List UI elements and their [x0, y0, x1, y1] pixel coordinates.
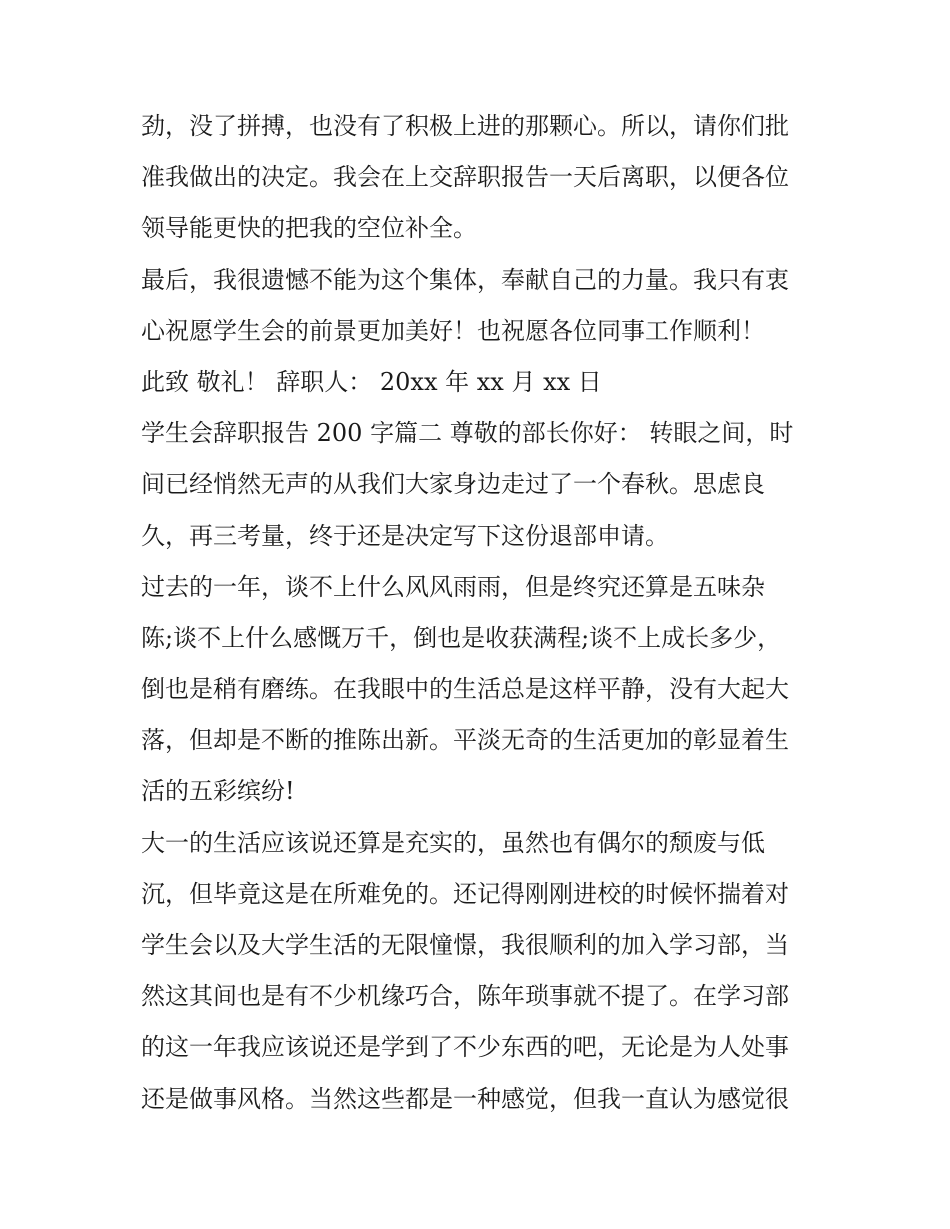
text-line: 此致 敬礼！ 辞职人： 20xx 年 xx 月 xx 日	[141, 367, 602, 396]
text-line: 久，再三考量，终于还是决定写下这份退部申请。	[141, 521, 669, 550]
text-line: 准我做出的决定。我会在上交辞职报告一天后离职，以便各位	[141, 163, 789, 192]
text-line: 过去的一年，谈不上什么风风雨雨，但是终究还算是五味杂	[141, 572, 765, 601]
text-line: 活的五彩缤纷!	[141, 777, 295, 806]
text-line: 间已经悄然无声的从我们大家身边走过了一个春秋。思虑良	[141, 470, 765, 499]
text-line: 学生会以及大学生活的无限憧憬，我很顺利的加入学习部，当	[141, 931, 789, 959]
text-line: 还是做事风格。当然这些都是一种感觉，但我一直认为感觉很	[141, 1084, 789, 1113]
text-line: 大一的生活应该说还算是充实的，虽然也有偶尔的颓废与低	[141, 828, 765, 857]
text-line: 落，但却是不断的推陈出新。平淡无奇的生活更加的彰显着生	[141, 726, 789, 755]
text-line: 领导能更快的把我的空位补全。	[141, 214, 477, 243]
text-line: 心祝愿学生会的前景更加美好！也祝愿各位同事工作顺利！	[141, 316, 765, 345]
text-line: 倒也是稍有磨练。在我眼中的生活总是这样平静，没有大起大	[141, 675, 789, 704]
text-line: 然这其间也是有不少机缘巧合，陈年琐事就不提了。在学习部	[141, 982, 789, 1011]
text-line: 学生会辞职报告 200 字篇二 尊敬的部长你好： 转眼之间，时	[141, 419, 794, 448]
text-line: 陈;谈不上什么感慨万千，倒也是收获满程;谈不上成长多少，	[141, 623, 782, 652]
document-body	[141, 101, 821, 1125]
text-line: 沉，但毕竟这是在所难免的。还记得刚刚进校的时候怀揣着对	[141, 879, 789, 908]
text-line: 最后，我很遗憾不能为这个集体，奉献自己的力量。我只有衷	[141, 265, 789, 294]
text-line: 的这一年我应该说还是学到了不少东西的吧，无论是为人处事	[141, 1033, 789, 1062]
text-line: 劲，没了拼搏，也没有了积极上进的那颗心。所以，请你们批	[141, 112, 789, 140]
